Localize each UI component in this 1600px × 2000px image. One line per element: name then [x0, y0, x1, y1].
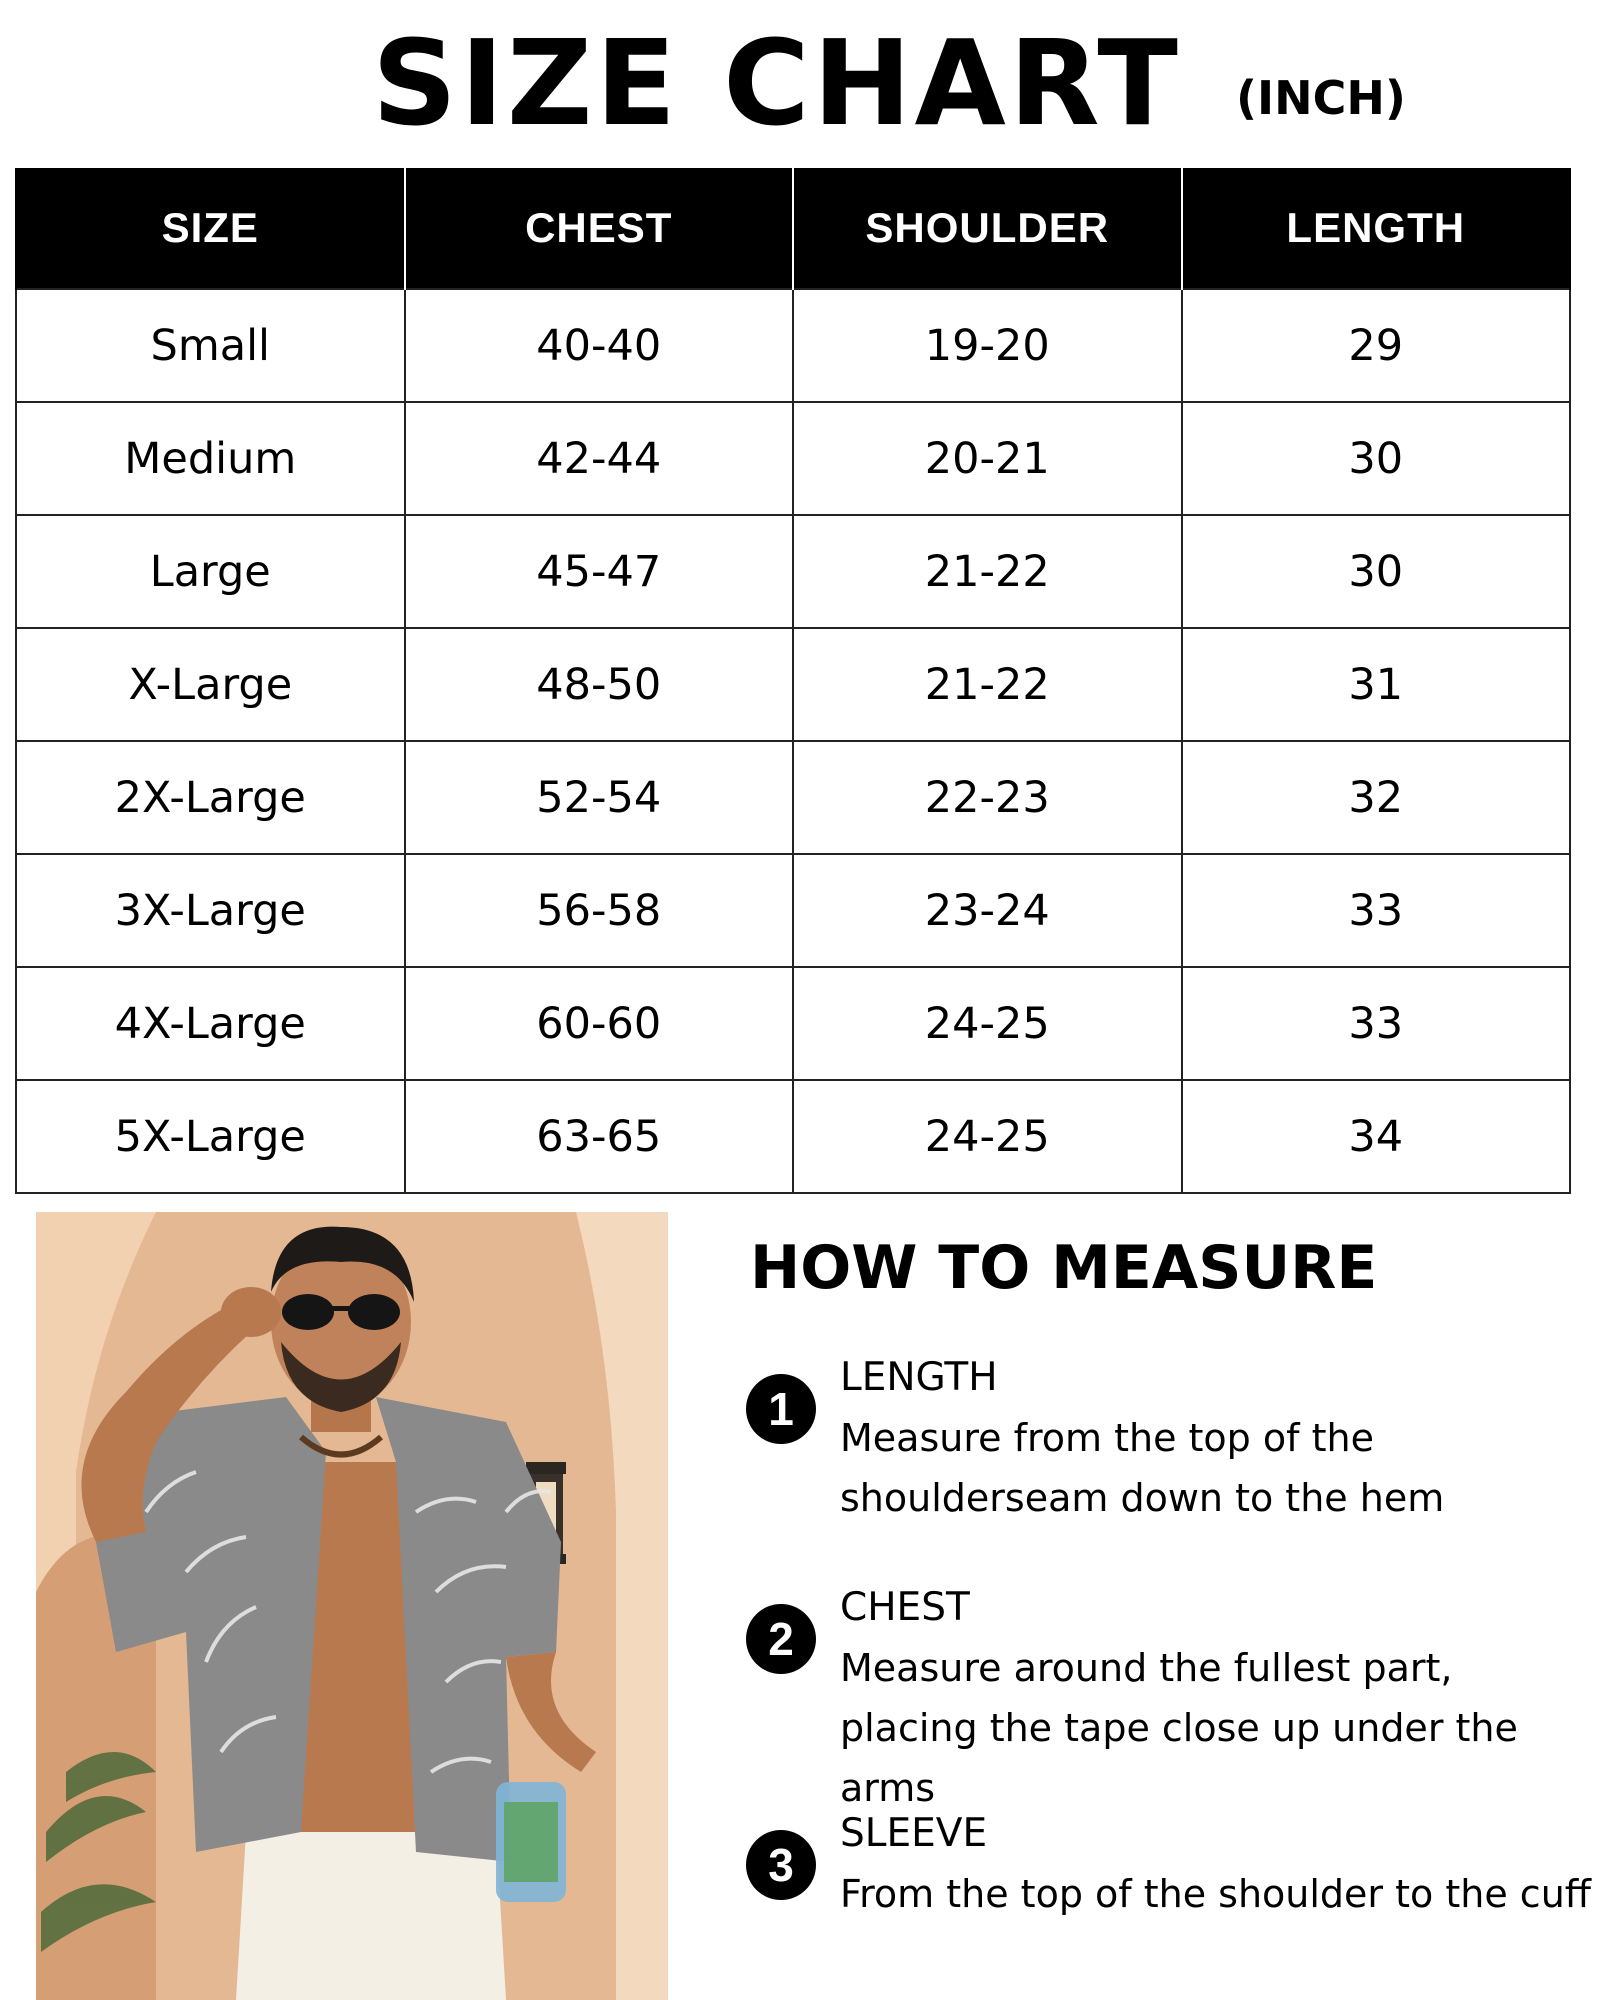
shoulder-cell: 20-21 — [793, 402, 1182, 515]
shoulder-cell: 21-22 — [793, 628, 1182, 741]
table-row — [16, 289, 1570, 402]
measure-step-chest — [746, 1582, 1600, 1810]
page-title: SIZE CHART — [372, 14, 1181, 152]
table-row — [16, 854, 1570, 967]
step-description: Measure from the top of the shoulderseam down to the hem — [840, 1416, 1445, 1520]
step-number-badge: 2 — [746, 1604, 816, 1674]
size-cell: 2X-Large — [16, 741, 405, 854]
chest-cell: 40-40 — [405, 289, 794, 402]
chest-cell: 52-54 — [405, 741, 794, 854]
table-row — [16, 967, 1570, 1080]
shoulder-cell: 22-23 — [793, 741, 1182, 854]
shoulder-cell: 19-20 — [793, 289, 1182, 402]
chest-cell: 42-44 — [405, 402, 794, 515]
model-illustration — [36, 1212, 668, 2000]
size-cell: 4X-Large — [16, 967, 405, 1080]
length-cell: 33 — [1182, 854, 1571, 967]
model-photo — [36, 1212, 668, 2000]
step-name: SLEEVE — [840, 1811, 988, 1856]
table-row — [16, 741, 1570, 854]
size-cell: Small — [16, 289, 405, 402]
chest-cell: 45-47 — [405, 515, 794, 628]
table-row — [16, 628, 1570, 741]
title-row — [0, 0, 1600, 160]
chest-cell: 56-58 — [405, 854, 794, 967]
chest-cell: 63-65 — [405, 1080, 794, 1193]
length-cell: 30 — [1182, 515, 1571, 628]
step-name: CHEST — [840, 1585, 970, 1630]
size-cell: Large — [16, 515, 405, 628]
size-cell: 3X-Large — [16, 854, 405, 967]
length-cell: 34 — [1182, 1080, 1571, 1193]
length-cell: 33 — [1182, 967, 1571, 1080]
measure-step-length — [746, 1352, 1600, 1532]
unit-label: (INCH) — [1236, 71, 1406, 125]
shoulder-cell: 24-25 — [793, 1080, 1182, 1193]
shoulder-cell: 24-25 — [793, 967, 1182, 1080]
table-header-row — [16, 168, 1570, 289]
step-description: Measure around the fullest part, placing the tape close up under the arms — [840, 1646, 1518, 1810]
length-cell: 31 — [1182, 628, 1571, 741]
step-number-badge: 1 — [746, 1374, 816, 1444]
column-header-length: LENGTH — [1182, 168, 1571, 289]
length-cell: 32 — [1182, 741, 1571, 854]
size-cell: 5X-Large — [16, 1080, 405, 1193]
table-row — [16, 1080, 1570, 1193]
column-header-chest: CHEST — [405, 168, 794, 289]
length-cell: 30 — [1182, 402, 1571, 515]
column-header-size: SIZE — [16, 168, 405, 289]
column-header-shoulder: SHOULDER — [793, 168, 1182, 289]
table-row — [16, 515, 1570, 628]
step-name: LENGTH — [840, 1355, 998, 1400]
size-cell: X-Large — [16, 628, 405, 741]
size-cell: Medium — [16, 402, 405, 515]
size-table — [15, 168, 1571, 1194]
table-row — [16, 402, 1570, 515]
length-cell: 29 — [1182, 289, 1571, 402]
step-number-badge: 3 — [746, 1830, 816, 1900]
how-to-measure-title: HOW TO MEASURE — [750, 1233, 1378, 1303]
step-description: From the top of the shoulder to the cuff — [840, 1872, 1591, 1916]
chest-cell: 48-50 — [405, 628, 794, 741]
chest-cell: 60-60 — [405, 967, 794, 1080]
measure-step-sleeve — [746, 1808, 1600, 1948]
shoulder-cell: 23-24 — [793, 854, 1182, 967]
shoulder-cell: 21-22 — [793, 515, 1182, 628]
